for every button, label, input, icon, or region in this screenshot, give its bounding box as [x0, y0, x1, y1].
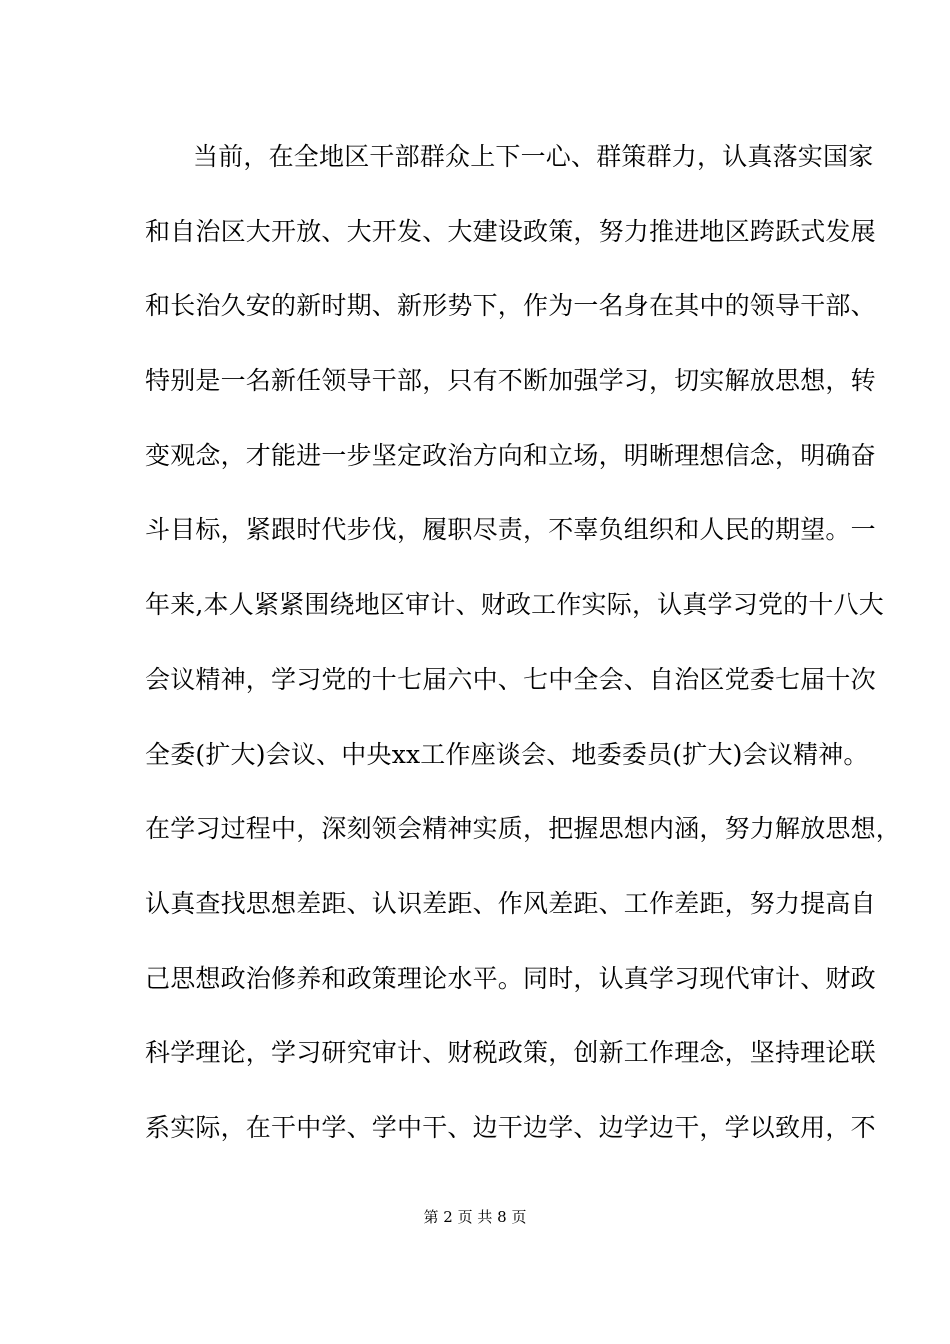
text-line: 科学理论，学习研究审计、财税政策，创新工作理念，坚持理论联	[145, 1038, 876, 1068]
text-line: 在学习过程中，深刻领会精神实质，把握思想内涵，努力解放思想，	[145, 814, 902, 844]
text-line: 年来,本人紧紧围绕地区审计、财政工作实际，认真学习党的十八大	[145, 590, 884, 620]
text-line: 当前，在全地区干部群众上下一心、群策群力，认真落实国家	[193, 142, 874, 171]
page-footer	[0, 1206, 950, 1227]
text-line: 斗目标，紧跟时代步伐，履职尽责，不辜负组织和人民的期望。一	[145, 515, 876, 545]
text-line: 全委(扩大)会议、中央xx工作座谈会、地委委员(扩大)会议精神。	[145, 739, 869, 769]
text-line: 变观念，才能进一步坚定政治方向和立场，明晰理想信念，明确奋	[145, 440, 876, 470]
text-line: 和自治区大开放、大开发、大建设政策，努力推进地区跨跃式发展	[145, 216, 876, 246]
text-line: 会议精神，学习党的十七届六中、七中全会、自治区党委七届十次	[145, 664, 876, 694]
text-line: 和长治久安的新时期、新形势下，作为一名身在其中的领导干部、	[145, 291, 876, 321]
body-text	[145, 135, 902, 1181]
text-line: 己思想政治修养和政策理论水平。同时，认真学习现代审计、财政	[145, 963, 876, 993]
text-line: 认真查找思想差距、认识差距、作风差距、工作差距，努力提高自	[145, 888, 876, 918]
text-line: 特别是一名新任领导干部，只有不断加强学习，切实解放思想，转	[145, 366, 876, 396]
text-line: 系实际，在干中学、学中干、边干边学、边学边干，学以致用，不	[145, 1112, 876, 1142]
page-number-label: 第 2 页 共 8 页	[423, 1208, 527, 1226]
